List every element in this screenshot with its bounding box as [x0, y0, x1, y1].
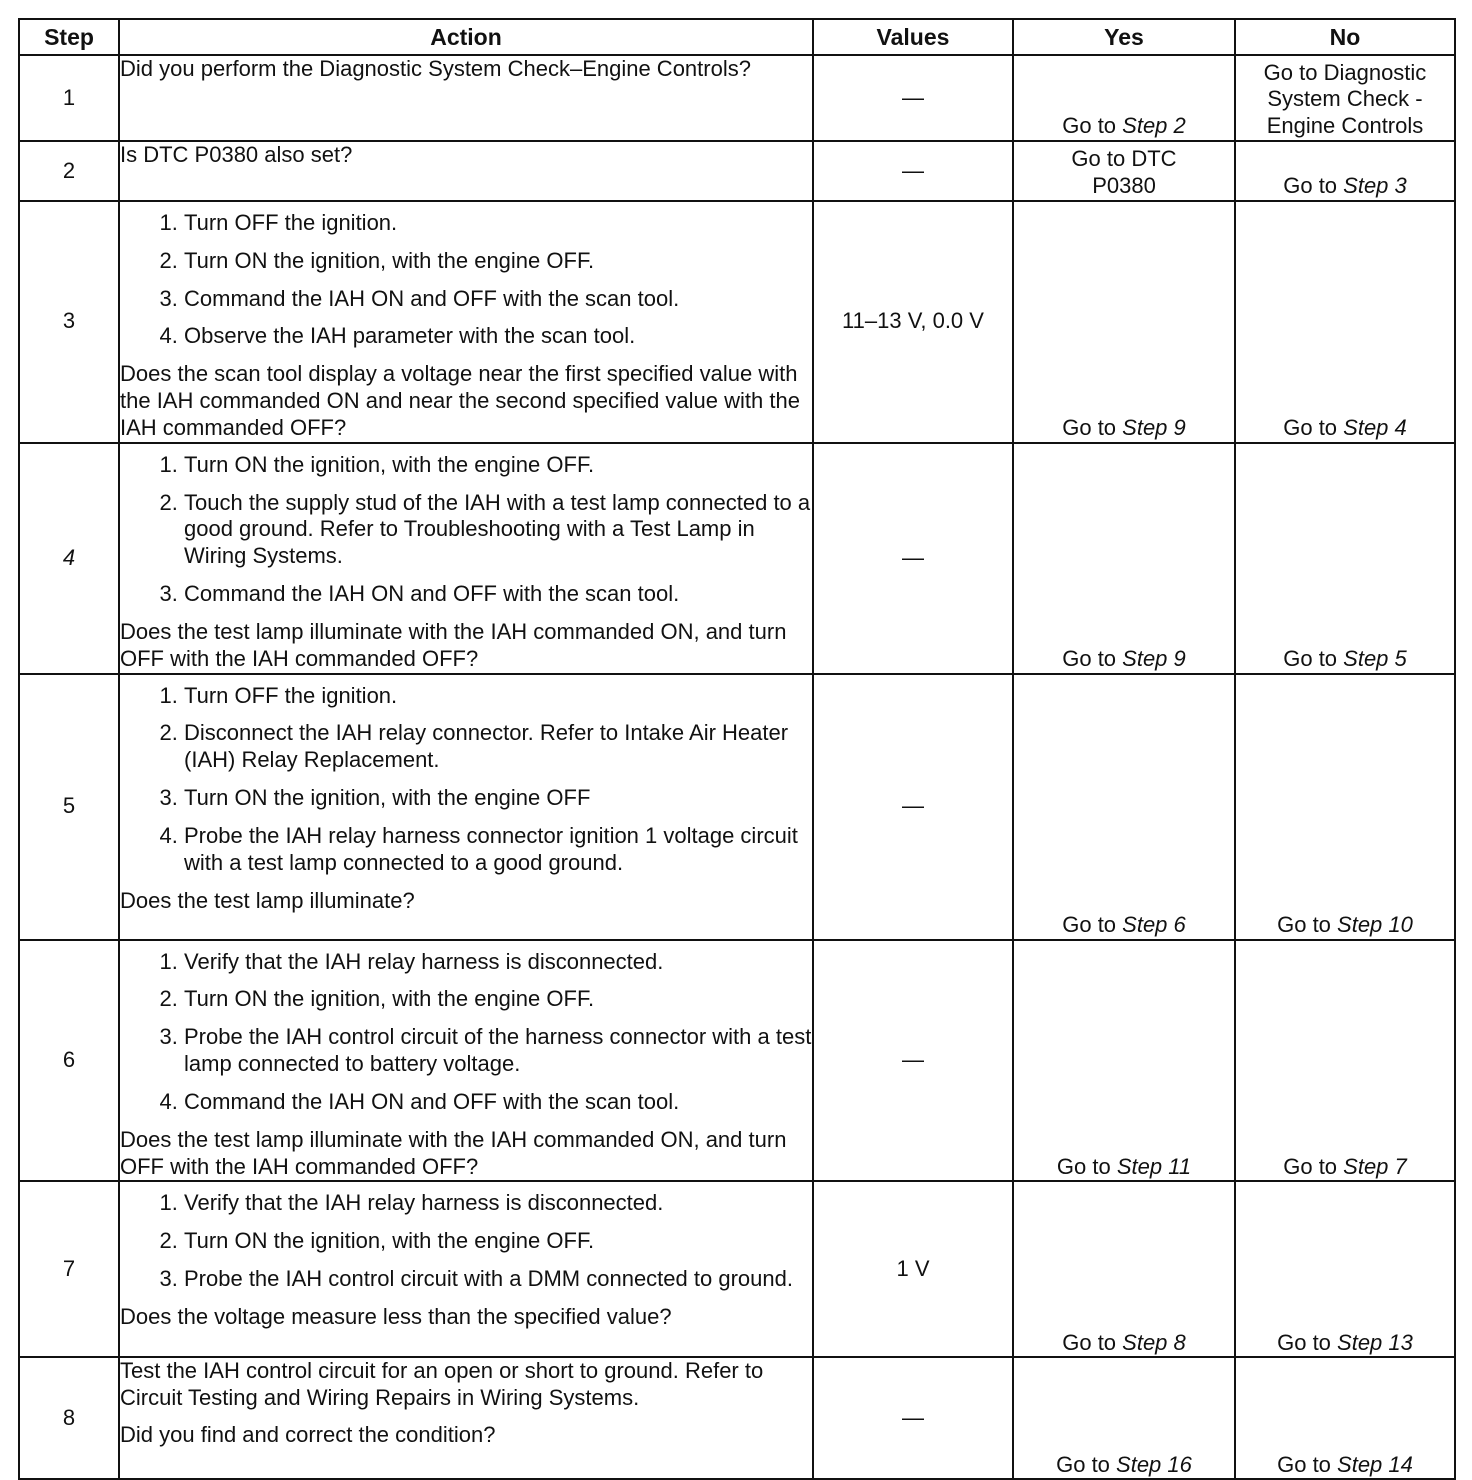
- table-row: [19, 55, 1455, 141]
- header-action: Action: [119, 19, 813, 55]
- step-number: 3: [19, 201, 119, 443]
- action-cell: [119, 443, 813, 674]
- action-cell: [119, 940, 813, 1182]
- no-cell: [1235, 674, 1455, 940]
- no-step-ref: Step 4: [1343, 414, 1407, 440]
- table-row: [19, 1357, 1455, 1479]
- values-cell: —: [813, 141, 1013, 201]
- values-cell: —: [813, 443, 1013, 674]
- step-number: 6: [19, 940, 119, 1182]
- action-text: Is DTC P0380 also set?: [120, 142, 353, 167]
- table-row: [19, 443, 1455, 674]
- yes-cell: [1013, 1357, 1235, 1479]
- question-text: Does the scan tool display a voltage near the first specified value with the IAH commanded ON and near the second specified value with the IAH commanded OFF?: [120, 361, 800, 440]
- substep-list: [120, 949, 812, 1116]
- values-cell: 11–13 V, 0.0 V: [813, 201, 1013, 443]
- substep: 1. Turn OFF the ignition.: [184, 683, 812, 710]
- no-cell: [1235, 141, 1455, 201]
- question-text: Does the test lamp illuminate with the IAH commanded ON, and turn OFF with the IAH commanded OFF?: [120, 1126, 787, 1179]
- yes-step-ref: Step 16: [1116, 1451, 1192, 1477]
- yes-text: Go to: [1056, 1153, 1117, 1179]
- values-cell: 1 V: [813, 1181, 1013, 1357]
- substep: 1. Verify that the IAH relay harness is disconnected.: [184, 949, 812, 976]
- yes-text: Go to: [1056, 1451, 1117, 1477]
- substep: 4. Probe the IAH relay harness connector ignition 1 voltage circuit with a test lamp connected to a good ground.: [184, 823, 812, 877]
- yes-cell: [1013, 201, 1235, 443]
- question-text: Does the voltage measure less than the specified value?: [120, 1303, 672, 1329]
- no-cell: [1235, 1181, 1455, 1357]
- action-cell: [119, 201, 813, 443]
- substep: 3. Command the IAH ON and OFF with the scan tool.: [184, 286, 812, 313]
- no-cell: Go to Diagnostic System Check - Engine Controls: [1235, 55, 1455, 141]
- substep-list: [120, 210, 812, 350]
- yes-text: Go to: [1062, 645, 1123, 671]
- question-text: Does the test lamp illuminate with the IAH commanded ON, and turn OFF with the IAH commanded OFF?: [120, 618, 787, 671]
- action-cell: [119, 674, 813, 940]
- substep: 2. Turn ON the ignition, with the engine OFF.: [184, 986, 812, 1013]
- substep: 2. Turn ON the ignition, with the engine OFF.: [184, 248, 812, 275]
- substep: 2. Touch the supply stud of the IAH with a test lamp connected to a good ground. Refer to Troubleshooting with a Test Lamp in Wiring Systems.: [184, 490, 812, 570]
- step-number: 7: [19, 1181, 119, 1357]
- no-text: Go to: [1283, 414, 1344, 440]
- substep: 2. Disconnect the IAH relay connector. Refer to Intake Air Heater (IAH) Relay Replacement.: [184, 720, 812, 774]
- no-cell: [1235, 940, 1455, 1182]
- question-text: Did you find and correct the condition?: [120, 1422, 496, 1448]
- action-text: Did you perform the Diagnostic System Check–Engine Controls?: [120, 56, 751, 81]
- no-text: Go to: [1277, 1451, 1338, 1477]
- yes-step-ref: Step 9: [1122, 645, 1186, 671]
- step-number: 4: [19, 443, 119, 674]
- table-row: [19, 940, 1455, 1182]
- substep: 3. Probe the IAH control circuit with a DMM connected to ground.: [184, 1266, 812, 1293]
- action-text: Test the IAH control circuit for an open or short to ground. Refer to Circuit Testing and Wiring Repairs in Wiring Systems.: [120, 1358, 764, 1411]
- diagnostic-table: [18, 18, 1456, 1480]
- substep: 3. Turn ON the ignition, with the engine OFF: [184, 785, 812, 812]
- yes-text: Go to: [1062, 414, 1123, 440]
- substep-list: [120, 452, 812, 608]
- yes-text: Go to: [1062, 113, 1123, 139]
- yes-step-ref: Step 8: [1122, 1329, 1186, 1355]
- table-row: [19, 1181, 1455, 1357]
- substep-list: [120, 683, 812, 877]
- no-step-ref: Step 5: [1343, 645, 1407, 671]
- yes-step-ref: Step 2: [1122, 113, 1186, 139]
- no-cell: [1235, 443, 1455, 674]
- header-step: Step: [19, 19, 119, 55]
- substep: 1. Turn OFF the ignition.: [184, 210, 812, 237]
- no-text: Go to: [1283, 645, 1344, 671]
- header-row: [19, 19, 1455, 55]
- yes-cell: Go to DTC P0380: [1013, 141, 1235, 201]
- yes-step-ref: Step 9: [1122, 414, 1186, 440]
- no-text: Go to: [1283, 1153, 1344, 1179]
- no-step-ref: Step 13: [1337, 1329, 1413, 1355]
- step-number: 2: [19, 141, 119, 201]
- header-yes: Yes: [1013, 19, 1235, 55]
- values-cell: —: [813, 55, 1013, 141]
- question-text: Does the test lamp illuminate?: [120, 887, 415, 913]
- yes-cell: [1013, 443, 1235, 674]
- step-number: 8: [19, 1357, 119, 1479]
- table-row: [19, 201, 1455, 443]
- action-cell: [119, 1357, 813, 1479]
- no-step-ref: Step 14: [1337, 1451, 1413, 1477]
- action-cell: [119, 141, 813, 201]
- values-cell: —: [813, 940, 1013, 1182]
- yes-cell: [1013, 1181, 1235, 1357]
- action-cell: [119, 1181, 813, 1357]
- yes-cell: [1013, 940, 1235, 1182]
- yes-step-ref: Step 6: [1122, 911, 1186, 937]
- yes-step-ref: Step 11: [1116, 1153, 1192, 1179]
- table-row: [19, 141, 1455, 201]
- yes-text: Go to: [1062, 911, 1123, 937]
- no-step-ref: Step 10: [1337, 911, 1413, 937]
- yes-cell: [1013, 55, 1235, 141]
- substep: 1. Turn ON the ignition, with the engine OFF.: [184, 452, 812, 479]
- values-cell: —: [813, 674, 1013, 940]
- no-cell: [1235, 1357, 1455, 1479]
- no-step-ref: Step 3: [1343, 173, 1407, 199]
- no-step-ref: Step 7: [1343, 1153, 1407, 1179]
- substep: 3. Command the IAH ON and OFF with the scan tool.: [184, 581, 812, 608]
- no-text: Go to: [1283, 173, 1344, 199]
- no-text: Go to: [1277, 911, 1338, 937]
- header-no: No: [1235, 19, 1455, 55]
- no-cell: [1235, 201, 1455, 443]
- substep: 4. Observe the IAH parameter with the scan tool.: [184, 323, 812, 350]
- substep: 4. Command the IAH ON and OFF with the scan tool.: [184, 1089, 812, 1116]
- step-number: 5: [19, 674, 119, 940]
- values-cell: —: [813, 1357, 1013, 1479]
- substep: 1. Verify that the IAH relay harness is disconnected.: [184, 1190, 812, 1217]
- header-values: Values: [813, 19, 1013, 55]
- yes-cell: [1013, 674, 1235, 940]
- action-cell: [119, 55, 813, 141]
- yes-text: Go to: [1062, 1329, 1123, 1355]
- no-text: Go to: [1277, 1329, 1338, 1355]
- step-number: 1: [19, 55, 119, 141]
- substep: 2. Turn ON the ignition, with the engine OFF.: [184, 1228, 812, 1255]
- table-row: [19, 674, 1455, 940]
- substep-list: [120, 1190, 812, 1292]
- substep: 3. Probe the IAH control circuit of the harness connector with a test lamp connected to battery voltage.: [184, 1024, 812, 1078]
